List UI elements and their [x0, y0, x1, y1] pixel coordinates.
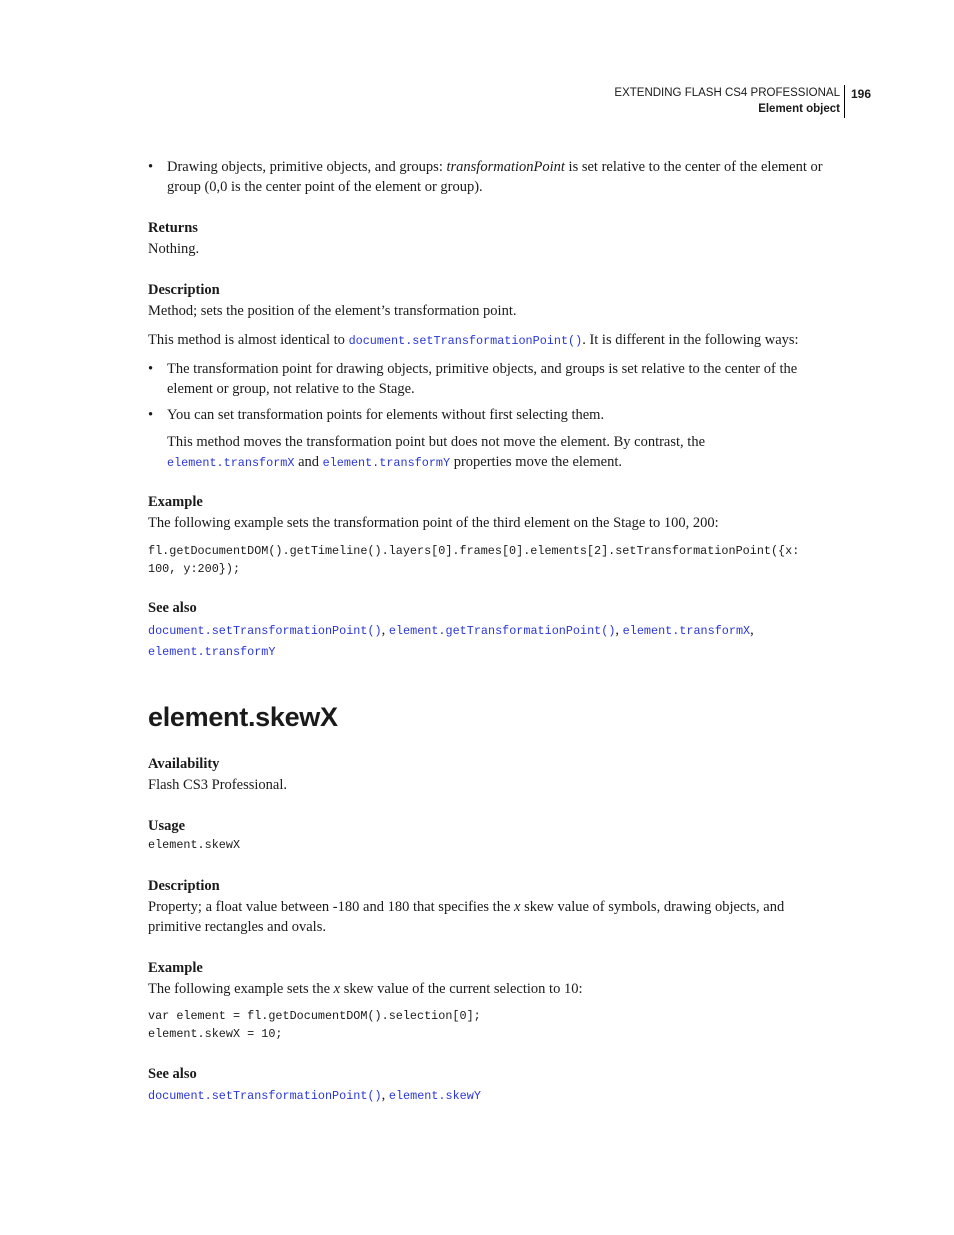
intro-bullet-text: Drawing objects, primitive objects, and groups: transformationPoint is set relative to the center of the element or group (0,0 is the center point of the element or group). — [167, 159, 823, 195]
bullet-marker: • — [148, 407, 154, 423]
description-heading: Description — [148, 878, 220, 894]
header-title: EXTENDING FLASH CS4 PROFESSIONAL — [614, 87, 840, 99]
link-element-transformx[interactable]: element.transformX — [622, 624, 751, 638]
see-also-heading: See also — [148, 600, 197, 616]
difference-bullet-2: You can set transformation points for elements without first selecting them. — [167, 407, 605, 423]
link-element-gettransformationpoint[interactable]: element.getTransformationPoint() — [388, 624, 616, 638]
see-also-links: document.setTransformationPoint(), element.skewY — [148, 1087, 481, 1103]
usage-code: element.skewX — [148, 838, 241, 852]
link-document-settransformationpoint[interactable]: document.setTransformationPoint() — [148, 624, 382, 638]
param-name: transformationPoint — [446, 159, 565, 175]
description-comparison: This method is almost identical to document.setTransformationPoint(). It is different in the following ways: — [148, 332, 799, 348]
example-heading: Example — [148, 494, 203, 510]
example-text: The following example sets the x skew value of the current selection to 10: — [148, 981, 583, 997]
header-divider — [844, 85, 845, 118]
difference-note: This method moves the transformation point but does not move the element. By contrast, the element.transformX and element.transformY properties move the element. — [167, 434, 706, 470]
description-text: Property; a float value between -180 and 180 that specifies the x skew value of symbols, drawing objects, and primitive rectangles and ovals. — [148, 899, 785, 935]
returns-text: Nothing. — [148, 241, 200, 257]
difference-bullet-1: The transformation point for drawing objects, primitive objects, and groups is set relative to the center of the element or group, not relative to the Stage. — [167, 361, 798, 397]
link-element-transformy[interactable]: element.transformY — [148, 645, 276, 659]
see-also-heading: See also — [148, 1066, 197, 1082]
bullet-marker: • — [148, 159, 154, 175]
link-document-settransformationpoint[interactable]: document.setTransformationPoint() — [148, 1089, 382, 1103]
description-text: Method; sets the position of the element’s transformation point. — [148, 303, 517, 319]
example-text: The following example sets the transformation point of the third element on the Stage to 100, 200: — [148, 515, 719, 531]
usage-heading: Usage — [148, 818, 186, 834]
section-title: element.skewX — [148, 702, 338, 732]
example-heading: Example — [148, 960, 203, 976]
availability-text: Flash CS3 Professional. — [148, 777, 287, 793]
header-section: Element object — [758, 102, 840, 115]
link-element-skewy[interactable]: element.skewY — [388, 1089, 481, 1103]
see-also-links: document.setTransformationPoint(), element.getTransformationPoint(), element.transformX, element.transformY — [148, 622, 754, 659]
example-code: var element = fl.getDocumentDOM().selection[0]; element.skewX = 10; — [148, 1009, 481, 1041]
description-heading: Description — [148, 282, 220, 298]
example-code: fl.getDocumentDOM().getTimeline().layers[0].frames[0].elements[2].setTransformationPoint({x: 100, y:200}); — [148, 544, 800, 576]
link-document-settransformationpoint[interactable]: document.setTransformationPoint() — [348, 334, 583, 348]
link-element-transformy[interactable]: element.transformY — [322, 455, 451, 470]
availability-heading: Availability — [148, 756, 220, 772]
link-element-transformx[interactable]: element.transformX — [167, 455, 295, 470]
page-number: 196 — [851, 87, 872, 101]
running-header — [614, 86, 840, 117]
returns-heading: Returns — [148, 220, 198, 236]
bullet-marker: • — [148, 361, 154, 377]
